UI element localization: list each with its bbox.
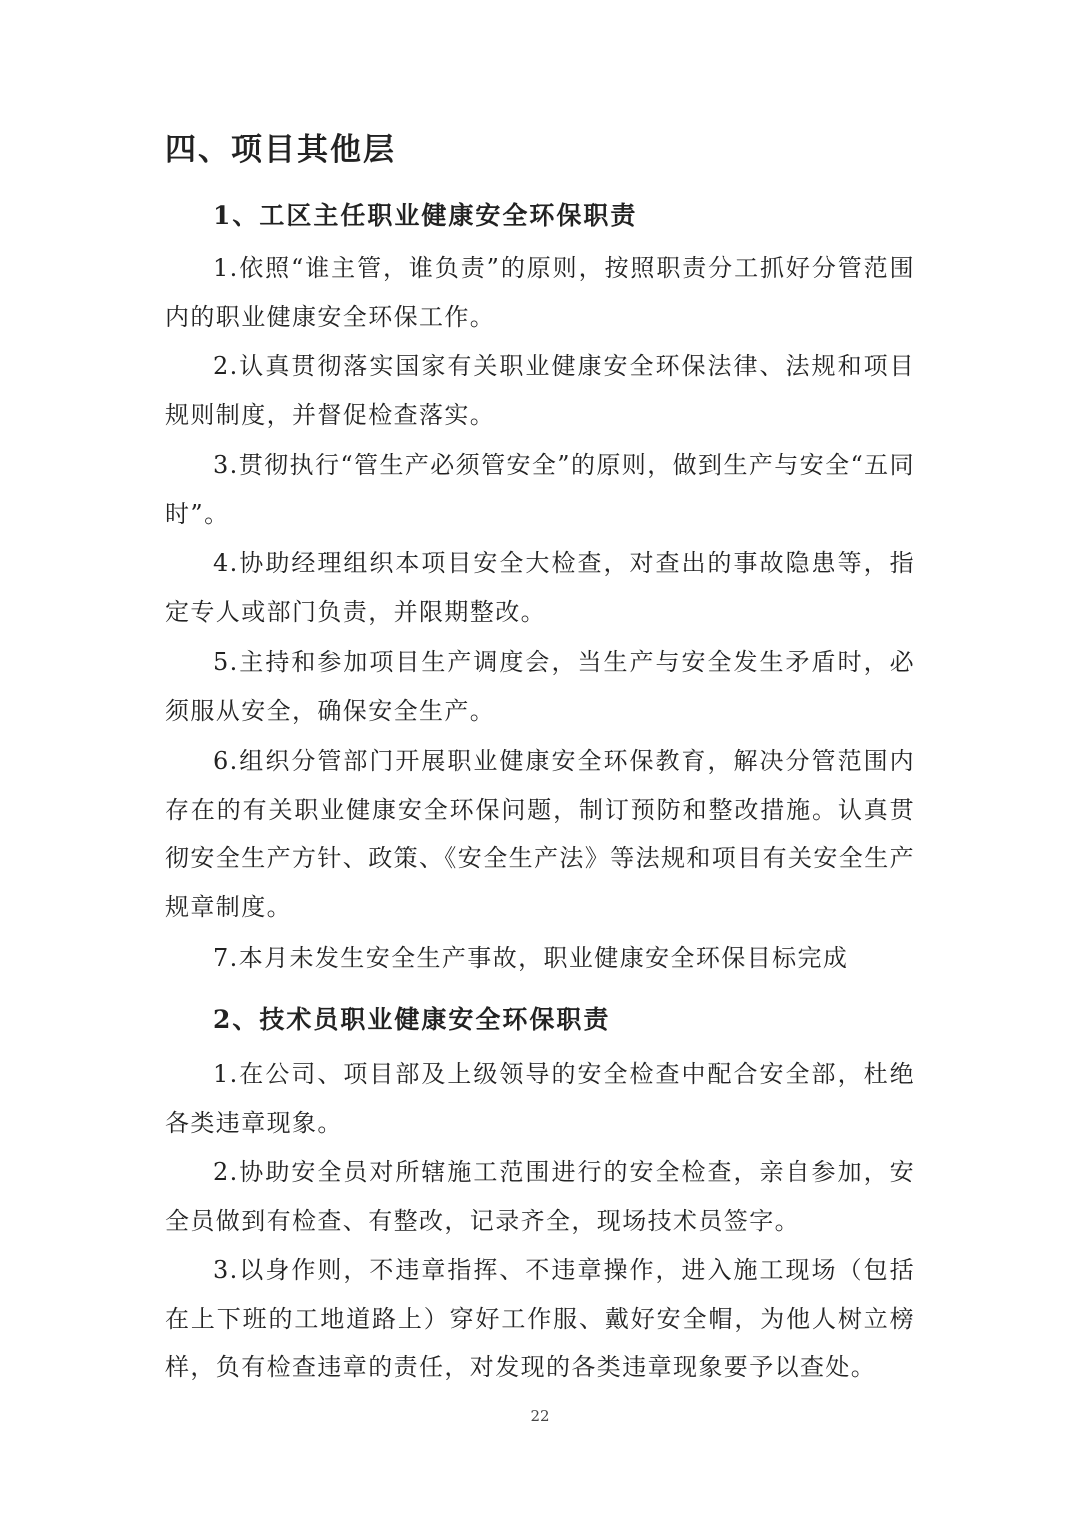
duty-item-6: 6.组织分管部门开展职业健康安全环保教育，解决分管范围内存在的有关职业健康安全环保问题，制订预防和整改措施。认真贯彻安全生产方针、政策、《安全生产法》等法规和项目有关安全生产规章制度。 — [165, 747, 915, 921]
duty-item-2: 2.协助安全员对所辖施工范围进行的安全检查，亲自参加，安全员做到有检查、有整改，记录齐全，现场技术员签字。 — [165, 1158, 915, 1235]
duty-item-4: 4.协助经理组织本项目安全大检查，对查出的事故隐患等，指定专人或部门负责，并限期整改。 — [165, 549, 915, 626]
subsection-title-technician: 2、技术员职业健康安全环保职责 — [213, 1005, 611, 1034]
duty-item-1: 1.在公司、项目部及上级领导的安全检查中配合安全部，杜绝各类违章现象。 — [165, 1060, 915, 1137]
duty-item-7: 7.本月未发生安全生产事故，职业健康安全环保目标完成 — [213, 944, 849, 972]
duty-item-1: 1.依照“谁主管，谁负责”的原则，按照职责分工抓好分管范围内的职业健康安全环保工作。 — [165, 254, 915, 331]
duty-item-5: 5.主持和参加项目生产调度会，当生产与安全发生矛盾时，必须服从安全，确保安全生产。 — [165, 648, 915, 725]
duty-item-2: 2.认真贯彻落实国家有关职业健康安全环保法律、法规和项目规则制度，并督促检查落实。 — [165, 352, 915, 429]
subsection-title-work-area-director: 1、工区主任职业健康安全环保职责 — [213, 201, 638, 230]
section-heading: 四、项目其他层 — [165, 132, 396, 168]
page-number: 22 — [530, 1407, 550, 1425]
duty-item-3: 3.以身作则，不违章指挥、不违章操作，进入施工现场（包括在上下班的工地道路上）穿好工作服、戴好安全帽，为他人树立榜样，负有检查违章的责任，对发现的各类违章现象要予以查处。 — [165, 1256, 915, 1382]
duty-item-3: 3.贯彻执行“管生产必须管安全”的原则，做到生产与安全“五同时”。 — [165, 451, 915, 528]
